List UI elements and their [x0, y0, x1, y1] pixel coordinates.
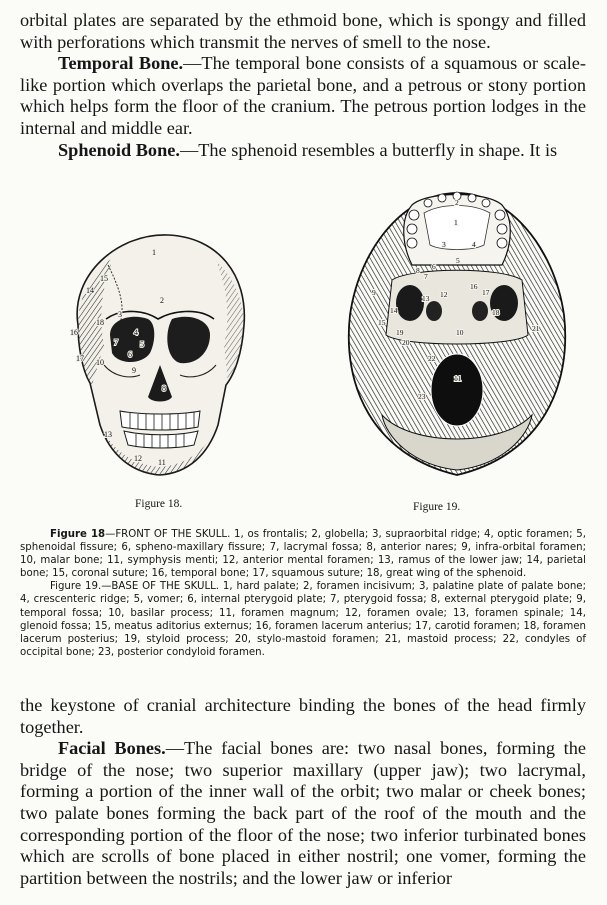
fig19-number-23: 23 [418, 392, 426, 401]
top-text-block [20, 10, 586, 161]
figure-18-skull-front [48, 215, 268, 485]
fig18-number-2: 2 [160, 296, 164, 305]
paragraph-ethmoid: orbital plates are separated by the ethmoid bone, which is spongy and filled with perforations which transmit the nerves of smell to the nose. [20, 10, 586, 52]
heading-temporal-bone: Temporal Bone. [58, 53, 184, 74]
fig19-number-20: 20 [402, 338, 410, 347]
fig19-number-19: 19 [396, 328, 404, 337]
bottom-text-block [20, 695, 586, 889]
fig19-number-2: 2 [455, 198, 459, 207]
paragraph-facial-bones [20, 738, 586, 889]
fig18-number-12: 12 [134, 454, 142, 463]
fig19-number-8: 8 [416, 266, 420, 275]
fig18-number-9: 9 [132, 366, 136, 375]
caption-18-text: —FRONT OF THE SKULL. 1, os frontalis; 2, globella; 3, supraorbital ridge; 4, optic foramen; 5, sphenoidal fissure; 6, spheno-maxillary fissure; 7, lacrymal fossa; 8, anterior nares; 9, infra-orbital foramen; 10, malar bone; 11, symphysis menti; 12, anterior mental foramen; 13, ramus of the lower jaw; 14, parietal bone; 15, coronal suture; 16, temporal bone; 17, squamous suture; 18, great wing of the sphenoid. [20, 529, 586, 580]
figure-captions [20, 528, 586, 659]
fig19-number-5: 5 [456, 256, 460, 265]
fig18-number-14: 14 [86, 286, 94, 295]
fig19-number-17: 17 [482, 288, 490, 297]
skull-front-illustration [48, 215, 268, 485]
fig18-number-6: 6 [128, 350, 132, 359]
fig19-number-15: 15 [378, 318, 386, 327]
fig19-number-21: 21 [532, 324, 540, 333]
fig18-number-16: 16 [70, 328, 78, 337]
fig19-number-1: 1 [454, 218, 458, 227]
fig19-number-6: 6 [432, 262, 436, 271]
fig18-number-17: 17 [76, 354, 84, 363]
sphenoid-text: —The sphenoid resembles a butterfly in shape. It is [179, 139, 558, 160]
fig18-number-18: 18 [96, 318, 104, 327]
fig18-number-15: 15 [100, 274, 108, 283]
fig19-number-10: 10 [456, 328, 464, 337]
fig18-number-7: 7 [114, 338, 118, 347]
heading-facial-bones: Facial Bones. [58, 738, 166, 759]
caption-figure-18 [20, 528, 586, 580]
fig19-number-7: 7 [424, 272, 428, 281]
fig19-number-18: 18 [492, 308, 500, 317]
fig18-number-11: 11 [158, 458, 166, 467]
fig19-number-14: 14 [390, 306, 398, 315]
skull-base-illustration [332, 185, 582, 480]
fig18-number-3: 3 [118, 310, 122, 319]
caption-19-heading: Figure 19. [50, 581, 102, 593]
facial-bones-text: —The facial bones are: two nasal bones, forming the bridge of the nose; two superior maxillary (upper jaw); two lacrymal, forming a portion of the inner wall of the orbit; two malar or cheek bones; two palate bones forming the back part of the roof of the mouth and the corresponding portion of the floor of the nose; two inferior turbinated bones which are scrolls of bone placed in either nostril; one vomer, forming the partition between the nostrils; and the lower jaw or inferior [20, 738, 586, 888]
fig19-number-3: 3 [442, 240, 446, 249]
fig18-number-10: 10 [96, 358, 104, 367]
fig18-number-1: 1 [152, 248, 156, 257]
fig19-number-16: 16 [470, 282, 478, 291]
temporal-text: —The temporal bone consists of a squamous or scale-like portion which overlaps the parietal bone, and a petrous or stony portion which helps form the floor of the cranium. The petrous portion lodges in the internal and middle ear. [20, 53, 586, 138]
paragraph-temporal [20, 53, 586, 139]
caption-18-heading: Figure 18 [50, 529, 106, 540]
fig18-number-8: 8 [162, 384, 166, 393]
fig18-number-13: 13 [104, 430, 112, 439]
caption-figure-19 [20, 580, 586, 659]
caption-19-text: —BASE OF THE SKULL. 1, hard palate; 2, foramen incisivum; 3, palatine plate of palate bone; 4, crescenteric ridge; 5, vomer; 6, internal pterygoid plate; 7, pterygoid fossa; 8, external pterygoid plate; 9, temporal fossa; 10, basilar process; 11, foramen magnum; 12, foramen ovale; 13, foramen spinale; 14, glenoid fossa; 15, meatus aditorius externus; 16, foramen lacerum anterius; 17, carotid foramen; 18, foramen lacerum posterius; 19, styloid process; 20, stylo-mastoid foramen; 21, mastoid process; 22, condyles of occipital bone; 23, posterior condyloid foramen. [20, 581, 586, 658]
heading-sphenoid-bone: Sphenoid Bone. [58, 139, 180, 160]
fig19-number-4: 4 [472, 240, 476, 249]
figure-19-label: Figure 19. [413, 501, 461, 513]
fig19-number-22: 22 [428, 354, 436, 363]
fig19-number-12: 12 [440, 290, 448, 299]
figure-19-skull-base [332, 185, 582, 480]
figure-18-label: Figure 18. [135, 498, 183, 510]
fig19-number-9: 9 [372, 288, 376, 297]
fig19-number-13: 13 [422, 294, 430, 303]
paragraph-keystone: the keystone of cranial architecture binding the bones of the head firmly together. [20, 695, 586, 737]
fig18-number-4: 4 [134, 328, 138, 337]
fig19-number-11: 11 [454, 374, 462, 383]
paragraph-sphenoid [20, 140, 586, 162]
fig18-number-5: 5 [140, 340, 144, 349]
